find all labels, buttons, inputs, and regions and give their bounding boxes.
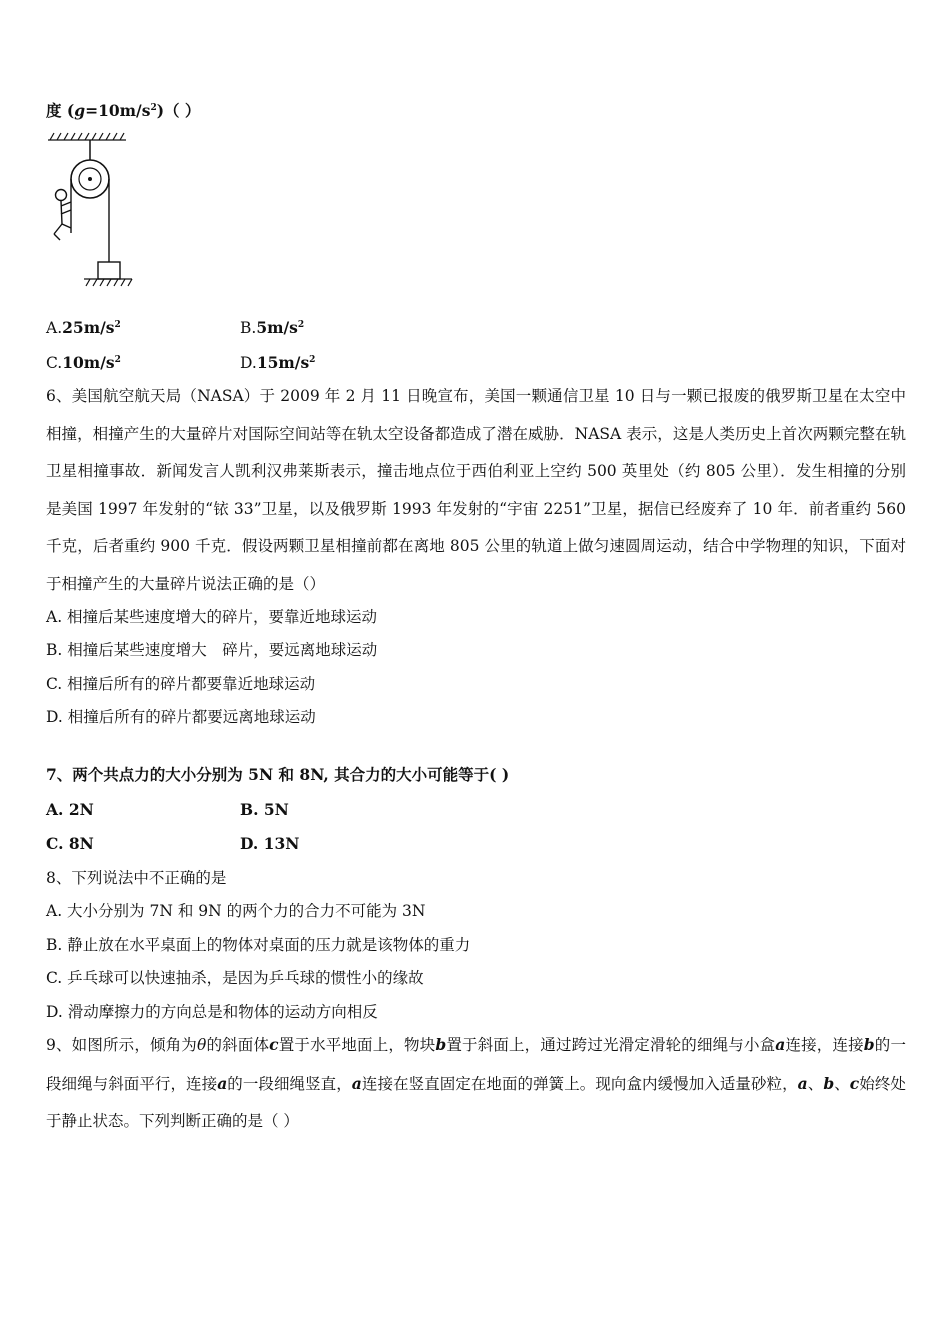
q8-option-a[interactable]: A. 大小分别为 7N 和 9N 的两个力的合力不可能为 3N (46, 902, 426, 920)
q6-option-c[interactable]: C. 相撞后所有的碎片都要靠近地球运动 (46, 675, 316, 693)
q9-stem: 9、如图所示，倾角为θ的斜面体c置于水平地面上，物块b置于斜面上，通过跨过光滑定滑轮的细绳与小盒a连接，连接b的一段细绳与斜面平行，连接a的一段细绳竖直，a连接在竖直固定在地面的弹簧上。现向盒内缓慢加入适量砂粒，a、b、c始终处于静止状态。下列判断正确的是（ ） (46, 1035, 906, 1131)
pulley-figure (40, 130, 140, 290)
q8-option-b[interactable]: B. 静止放在水平桌面上的物体对桌面的压力就是该物体的重力 (46, 936, 471, 954)
q8-stem: 8、下列说法中不正确的是 (46, 869, 227, 887)
q7-option-a[interactable]: A. 2N (46, 800, 94, 819)
q7-option-b[interactable]: B. 5N (240, 800, 289, 819)
q6-option-b[interactable]: B. 相撞后某些速度增大 碎片，要远离地球运动 (46, 641, 378, 659)
q8-option-c[interactable]: C. 乒乓球可以快速抽杀，是因为乒乓球的惯性小的缘故 (46, 969, 424, 987)
q7-option-c[interactable]: C. 8N (46, 834, 94, 853)
q5-option-d[interactable]: $D.15m/s^2$ (240, 353, 316, 372)
block (98, 262, 120, 279)
q6-option-a[interactable]: A. 相撞后某些速度增大的碎片，要靠近地球运动 (46, 608, 378, 626)
q6-option-d[interactable]: D. 相撞后所有的碎片都要远离地球运动 (46, 708, 316, 726)
q6-stem: 6、美国航空航天局（NASA）于 2009 年 2 月 11 日晚宣布，美国一颗通信卫星 10 日与一颗已报废的俄罗斯卫星在太空中相撞，相撞产生的大量碎片对国际空间站等在轨太空设备都造成了潜在威胁．NASA 表示，这是人类历史上首次两颗完整在轨卫星相撞事故．新闻发言人凯利汉弗莱斯表示，撞击地点位于西伯利亚上空约 500 英里处（约 805 公里）．发生相撞的分别是美国 1997 年发射的“铱 33”卫星，以及俄罗斯 1993 年发射的“宇宙 2251”卫星，据信已经废弃了 10 年．前者重约 560 千克，后者重约 900 千克．假设两颗卫星相撞前都在离地 805 公里的轨道上做匀速圆周运动，结合中学物理的知识，下面对于相撞产生的大量碎片说法正确的是（） (46, 387, 906, 593)
q5-stem: 度 $(g=10m/s^2)$（ ） (46, 101, 201, 120)
q5-option-c[interactable]: $C.10m/s^2$ (46, 353, 121, 372)
q7-stem: 7、两个共点力的大小分别为 5N 和 8N, 其合力的大小可能等于( ) (46, 765, 510, 784)
ceiling-hatch (48, 133, 126, 140)
q5-option-a[interactable]: $A.25m/s^2$ (46, 318, 121, 337)
climber-figure (54, 190, 71, 241)
floor-hatch (84, 279, 132, 286)
q8-option-d[interactable]: D. 滑动摩擦力的方向总是和物体的运动方向相反 (46, 1003, 378, 1021)
q7-option-d[interactable]: D. 13N (240, 834, 300, 853)
q5-option-b[interactable]: $B.5m/s^2$ (240, 318, 305, 337)
